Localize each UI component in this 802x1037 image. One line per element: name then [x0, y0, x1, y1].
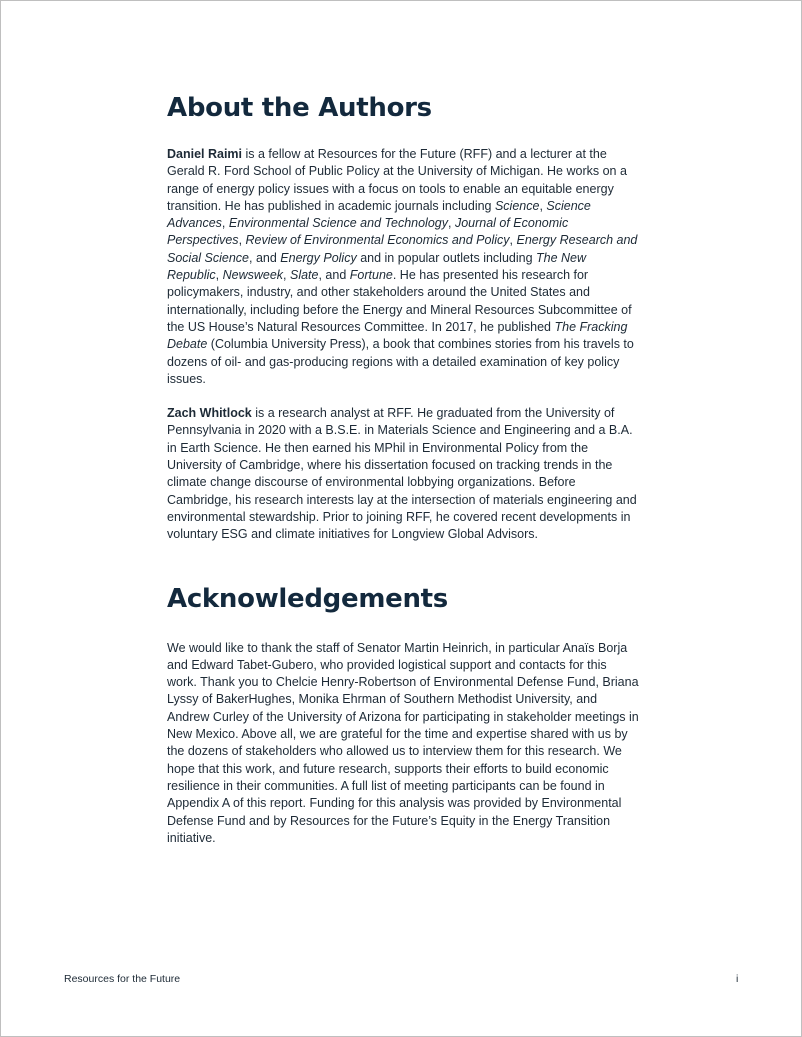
separator: ,	[221, 216, 229, 231]
journal-title: Energy Policy	[280, 250, 357, 265]
journal-title: Science	[494, 198, 540, 213]
raimi-bio	[167, 146, 639, 388]
acknowledgements-heading: Acknowledgements	[167, 583, 448, 614]
outlet-title: The New Republic	[167, 250, 587, 283]
journal-title: Environmental Science and Technology	[228, 216, 448, 231]
raimi-name: Daniel Raimi	[167, 147, 243, 161]
book-title: The Fracking Debate	[167, 319, 628, 352]
separator: ,	[238, 233, 246, 248]
bio-text: (Columbia University Press), a book that combines stories from his travels to dozens of oil- and gas-producing regions with a detailed examination of key policy issues.	[167, 337, 634, 386]
separator: , and	[249, 250, 281, 265]
bio-text: is a research analyst at RFF. He graduated from the University of Pennsylvania in 2020 with a B.S.E. in Materials Science and Engineering and a B.A. in Earth Science. He then earned his MPhil in Environmental Policy from the University of Cambridge, where his dissertation focused on tracking trends in the climate change discourse of environmental lobbying organizations. Before Cambridge, his research interests lay at the intersection of materials engineering and environmental stewardship. Prior to joining RFF, he covered recent developments in voluntary ESG and climate initiatives for Longview Global Advisors.	[167, 406, 637, 542]
bio-text: and in popular outlets including	[356, 250, 537, 265]
outlet-title: Newsweek	[222, 268, 284, 283]
separator: , and	[318, 268, 350, 283]
footer-organization: Resources for the Future	[64, 973, 181, 985]
bio-text: . He has presented his research for policymakers, industry, and other stakeholders around the United States and internationally, including before the Energy and Mineral Resources Subcommittee of the US House’s Natural Resources Committee. In 2017, he published	[167, 268, 632, 334]
separator: ,	[215, 268, 223, 283]
journal-title: Review of Environmental Economics and Policy	[245, 233, 510, 248]
journal-title: Science Advances	[167, 198, 591, 231]
bio-text: is a fellow at Resources for the Future (RFF) and a lecturer at the Gerald R. Ford School of Public Policy at the University of Michigan. He works on a range of energy policy issues with a focus on tools to enable an equitable energy transition. He has published in academic journals including	[167, 147, 627, 213]
page-content	[167, 91, 639, 847]
separator: ,	[283, 268, 290, 283]
journal-title: Journal of Economic Perspectives	[167, 216, 569, 248]
acknowledgements-text: We would like to thank the staff of Senator Martin Heinrich, in particular Anaïs Borja and Edward Tabet-Gubero, who provided logistical support and contacts for this work. Thank you to Chelcie Henry-Robertson of Environmental Defense Fund, Briana Lyssy of BakerHughes, Monika Ehrman of Southern Methodist University, and Andrew Curley of the University of Arizona for participating in stakeholder meetings in New Mexico. Above all, we are grateful for the time and expertise shared with us by the dozens of stakeholders who allowed us to interview them for this research. We hope that this work, and future research, supports their efforts to build economic resilience in their communities. A full list of meeting participants can be found in Appendix A of this report. Funding for this analysis was provided by Environmental Defense Fund and by Resources for the Future’s Equity in the Energy Transition initiative.	[167, 640, 639, 845]
outlet-title: Fortune	[349, 268, 393, 283]
footer-page-number: i	[736, 973, 739, 985]
separator: ,	[539, 198, 547, 213]
separator: ,	[509, 233, 517, 248]
outlet-title: Slate	[289, 268, 319, 283]
whitlock-bio	[167, 405, 639, 543]
about-authors-heading: About the Authors	[167, 93, 432, 123]
whitlock-name: Zach Whitlock	[167, 406, 252, 421]
separator: ,	[447, 216, 455, 231]
journal-title: Energy Research and Social Science	[167, 233, 638, 265]
